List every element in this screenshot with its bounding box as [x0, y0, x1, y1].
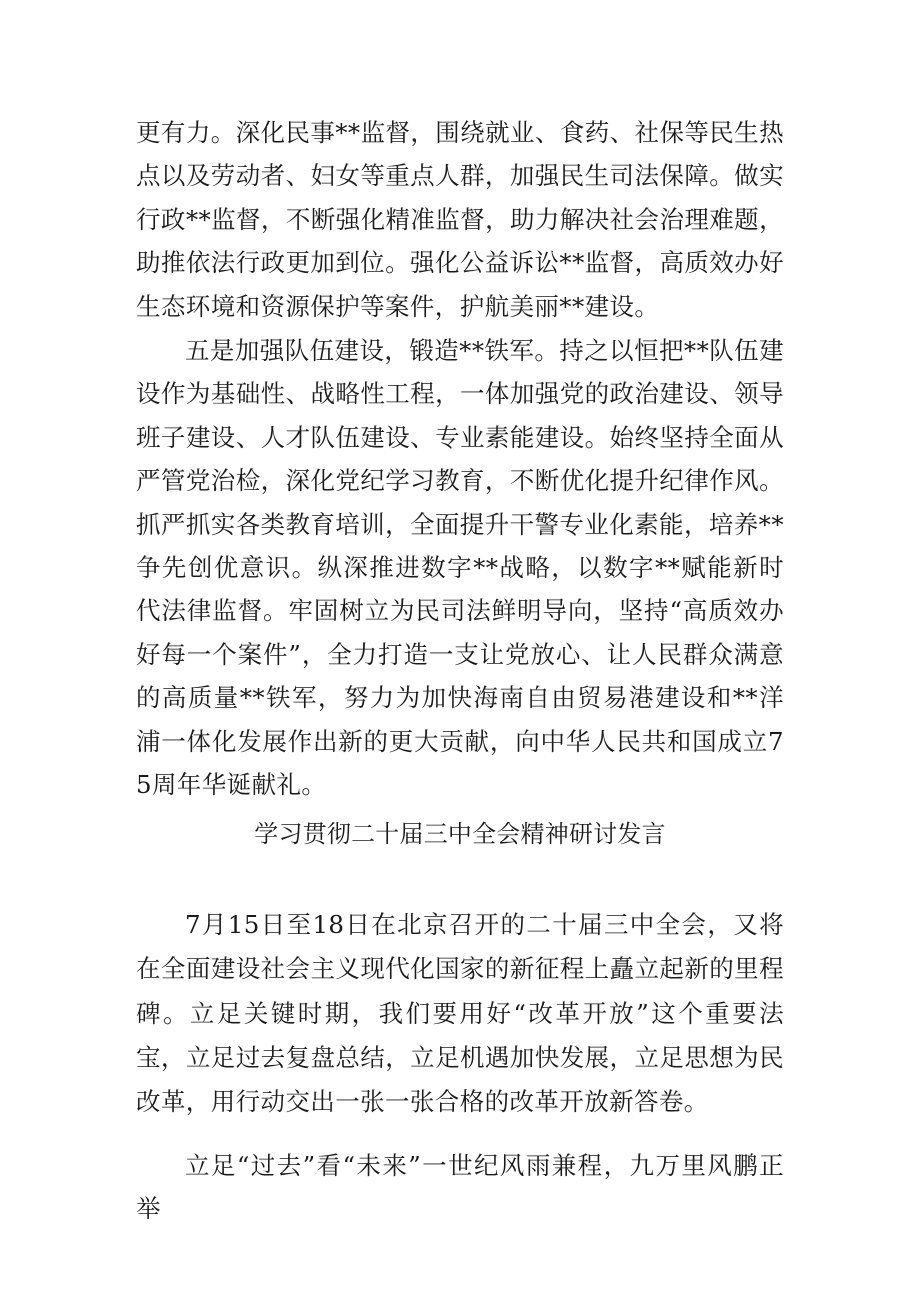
section-title: 学习贯彻二十届三中全会精神研讨发言 — [254, 820, 666, 848]
body-paragraph: 五是加强队伍建设，锻造**铁军。持之以恒把**队伍建设作为基础性、战略性工程，一体加强党的政治建设、领导班子建设、人才队伍建设、专业素能建设。始终坚持全面从严管党治检，深化党纪学习教育，不断优化提升纪律作风。抓严抓实各类教育培训，全面提升干警专业化素能，培养**争先创优意识。纵深推进数字**战略，以数字**赋能新时代法律监督。牢固树立为民司法鲜明导向，坚持“高质效办好每一个案件”，全力打造一支让党放心、让人民群众满意的高质量**铁军，努力为加快海南自由贸易港建设和**洋浦一体化发展作出新的更大贡献，向中华人民共和国成立75周年华诞献礼。 — [136, 336, 784, 800]
body-paragraph: 更有力。深化民事**监督，围绕就业、食药、社保等民生热点以及劳动者、妇女等重点人群，加强民生司法保障。做实行政**监督，不断强化精准监督，助力解决社会治理难题，助推依法行政更加到位。强化公益诉讼**监督，高质效办好生态环境和资源保护等案件，护航美丽**建设。 — [136, 118, 784, 321]
body-paragraph: 立足“过去”看“未来”一世纪风雨兼程，九万里风鹏正举 — [136, 1151, 784, 1224]
body-paragraph: 7月15日至18日在北京召开的二十届三中全会，又将在全面建设社会主义现代化国家的新征程上矗立起新的里程碑。立足关键时期，我们要用好“改革开放”这个重要法宝，立足过去复盘总结，立足机遇加快发展，立足思想为民改革，用行动交出一张一张合格的改革开放新答卷。 — [136, 910, 784, 1117]
